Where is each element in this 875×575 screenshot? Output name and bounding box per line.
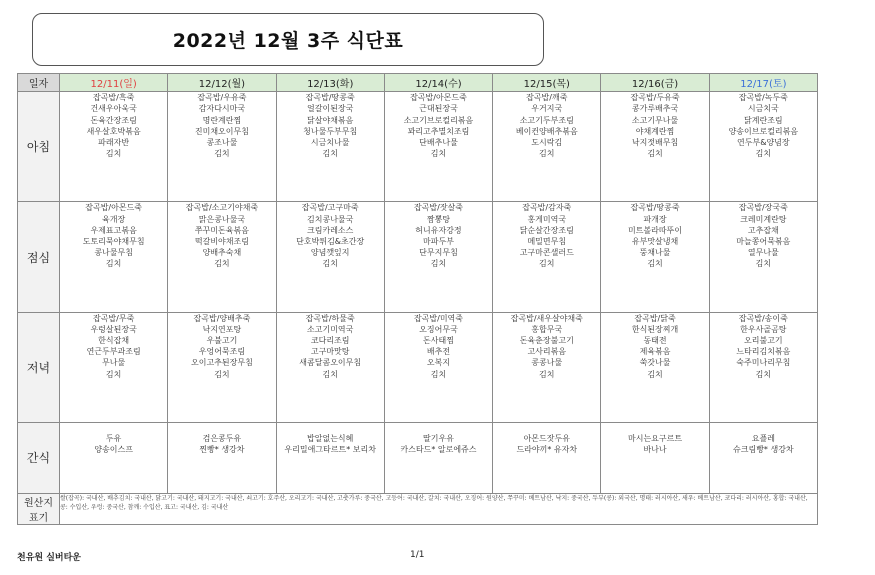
menu-item: 김치	[105, 369, 122, 379]
menu-item: 쭈꾸미돈육볶음	[194, 225, 249, 235]
menu-item: 숙주미나리무침	[736, 358, 791, 368]
menu-item: 오이고추된장무침	[191, 358, 253, 368]
menu-item: 고구마콘샐러드	[519, 248, 574, 258]
menu-item: 잡곡밥/소고기야채죽	[185, 203, 259, 213]
menu-item: 떡갈비야채조림	[194, 237, 249, 247]
menu-item: 잡곡밥/아몬드죽	[410, 93, 467, 103]
menu-item: 바나나	[643, 445, 667, 455]
menu-item: 얼갈이된장국	[307, 104, 354, 114]
menu-item: 고구마맛탕	[310, 347, 350, 357]
header-day: 12/13(화)	[276, 74, 384, 92]
menu-item: 오복지	[426, 358, 451, 368]
menu-item: 소고기무나물	[631, 115, 679, 125]
menu-cell	[168, 312, 276, 422]
menu-item: 홍합무국	[531, 324, 563, 334]
meal-row	[18, 312, 818, 422]
menu-item: 김치	[430, 259, 447, 269]
menu-cell	[384, 92, 492, 202]
menu-cell	[276, 92, 384, 202]
menu-item: 한식잡채	[98, 336, 130, 346]
menu-item: 김치	[322, 259, 338, 269]
menu-item: 김치	[755, 149, 772, 159]
menu-item: 김치	[647, 259, 663, 269]
menu-item: 파개장	[643, 214, 667, 224]
menu-item: 아몬드잣두유	[523, 433, 570, 443]
menu-item: 동태전	[643, 336, 667, 346]
menu-item: 잡곡밥/양배추죽	[193, 313, 251, 323]
page-title: 2022년 12월 3주 식단표	[172, 30, 404, 52]
menu-item: 닭살야채볶음	[307, 115, 354, 125]
menu-cell	[384, 312, 492, 422]
menu-item: 우리밀애그타르트* 보리차	[284, 445, 376, 455]
menu-item: 한우사골곰탕	[740, 324, 787, 334]
menu-cell	[276, 202, 384, 312]
origin-text: 쌀(잡곡): 국내산, 배추김치: 국내산, 닭고기: 국내산, 돼지고기: 국내산, 쇠고기: 호주산, 오리고기: 국내산, 고춧가루: 중국산, 고등어: 국내산, 갈치: 국내산, 오징어: 원양산, 쭈꾸미: 베트남산, 낙지: 중국산, 두부(콩): 외국산, 명태: 러시아산, 새우: 베트남산, 코다리: 러시아산, 홍합: 국내산, 콩: 수입산, 우렁: 중국산, 참깨: 수입산, 표고: 국내산, 김: 국내산	[60, 493, 818, 524]
menu-cell	[493, 422, 601, 493]
menu-item: 김치	[430, 369, 447, 379]
menu-item: 잡곡밥/아몬드죽	[85, 203, 143, 213]
menu-item: 우거지국	[531, 104, 563, 114]
menu-item: 청나물두부무침	[303, 126, 358, 136]
menu-item: 김치	[105, 259, 122, 269]
menu-item: 김치	[214, 369, 230, 379]
menu-item: 마늘쫑어묵볶음	[736, 237, 791, 247]
menu-item: 홍게미역국	[527, 214, 567, 224]
menu-item: 제육볶음	[639, 347, 671, 357]
menu-item: 건새우아욱국	[90, 104, 137, 114]
menu-item: 김치	[647, 369, 663, 379]
menu-item: 고추잡채	[747, 225, 779, 235]
menu-item: 도토리묵야채무침	[82, 237, 145, 247]
menu-item: 잡곡밥/미역죽	[413, 313, 464, 323]
menu-item: 소고기브로컬리볶음	[403, 115, 474, 125]
menu-cell	[276, 422, 384, 493]
header-day: 12/17(토)	[709, 74, 817, 92]
menu-cell	[493, 202, 601, 312]
menu-item: 김치	[214, 259, 230, 269]
meal-row	[18, 202, 818, 312]
menu-item: 야채계란찜	[635, 126, 675, 136]
menu-cell	[601, 422, 709, 493]
menu-cell	[168, 422, 276, 493]
menu-item: 새콤달콤오이무침	[299, 358, 362, 368]
menu-item: 돈사태찜	[423, 336, 454, 346]
menu-item: 잡곡밥/두유죽	[630, 93, 680, 103]
menu-item: 김치	[647, 149, 663, 159]
menu-item: 잡곡밥/땅콩죽	[630, 203, 680, 213]
menu-item: 콩콩나물	[531, 358, 563, 368]
menu-item: 낙지젓배무침	[631, 138, 679, 147]
menu-item: 양송이스프	[94, 445, 133, 455]
meal-row	[18, 92, 818, 202]
menu-item: 명란계란찜	[202, 115, 242, 125]
header-day: 12/15(목)	[493, 74, 601, 92]
menu-item: 우불고기	[206, 336, 238, 346]
menu-item: 잡곡밥/새우살야채죽	[510, 313, 583, 323]
menu-item: 잡곡밥/감자죽	[522, 203, 572, 213]
menu-item: 김치콩나물국	[307, 214, 354, 224]
menu-item: 잡곡밥/고구마죽	[301, 203, 359, 213]
menu-cell	[384, 422, 492, 493]
menu-item: 김치	[430, 149, 447, 159]
menu-item: 양송이브로컬리볶음	[728, 126, 799, 136]
footer-page-number: 1/1	[410, 550, 425, 560]
menu-table	[17, 73, 818, 525]
menu-item: 김치	[214, 149, 230, 159]
menu-item: 소고기두부조림	[519, 115, 574, 125]
menu-item: 잡곡밥/닭죽	[634, 313, 676, 323]
menu-item: 무나물	[102, 358, 126, 368]
menu-item: 잡곡밥/흑죽	[92, 93, 135, 103]
menu-item: 김치	[105, 149, 122, 159]
menu-item: 잡곡밥/녹두죽	[738, 93, 788, 103]
header-day: 12/11(일)	[60, 74, 168, 92]
menu-item: 검은콩두유	[202, 433, 242, 443]
menu-item: 도시락김	[531, 138, 563, 147]
menu-item: 잡곡밥/잣살죽	[413, 203, 464, 213]
menu-item: 콩나물무침	[94, 248, 133, 258]
menu-item: 열무나물	[747, 248, 779, 258]
menu-cell	[384, 202, 492, 312]
menu-item: 마시는요구르트	[627, 433, 683, 443]
menu-cell	[493, 312, 601, 422]
header-day: 12/14(수)	[384, 74, 492, 92]
menu-cell	[168, 92, 276, 202]
meal-row-label: 아침	[18, 92, 60, 202]
menu-item: 밥알없는식혜	[307, 433, 354, 443]
menu-item: 김치	[322, 369, 338, 379]
menu-item: 파래자반	[98, 138, 130, 147]
menu-item: 허니유자강정	[415, 225, 462, 235]
menu-item: 두유	[105, 433, 122, 443]
meal-row-label: 점심	[18, 202, 60, 312]
menu-item: 돈육간장조림	[90, 115, 137, 125]
menu-item: 코다리조림	[310, 336, 350, 346]
menu-item: 유부맛살냉채	[631, 237, 679, 247]
header-day: 12/16(금)	[601, 74, 709, 92]
menu-item: 김치	[322, 149, 338, 159]
footer-org: 천유원 실버타운	[17, 553, 81, 563]
menu-item: 낙지연포탕	[202, 324, 242, 334]
menu-cell	[60, 92, 168, 202]
menu-item: 잡곡밥/깨죽	[526, 93, 568, 103]
menu-item: 진미채오이무침	[194, 126, 249, 136]
header-row	[18, 74, 818, 92]
menu-item: 양념깻잎지	[310, 248, 350, 258]
menu-item: 고사리볶음	[527, 347, 567, 357]
menu-item: 닭계란조림	[744, 115, 783, 125]
menu-cell	[60, 422, 168, 493]
menu-item: 카스타드* 알로에쥬스	[400, 445, 477, 455]
meal-row-label: 간식	[18, 422, 60, 493]
menu-item: 김치	[539, 259, 555, 269]
menu-item: 잡곡밥/하물죽	[305, 313, 355, 323]
menu-cell	[60, 312, 168, 422]
menu-item: 베이컨양배추볶음	[515, 126, 578, 136]
menu-item: 단무지무침	[419, 248, 458, 258]
menu-cell	[493, 92, 601, 202]
meal-row-label: 저녁	[18, 312, 60, 422]
menu-item: 단호박튀김&초간장	[296, 237, 365, 247]
menu-item: 딸기우유	[423, 433, 454, 443]
menu-item: 찐빵* 생강차	[199, 445, 245, 455]
menu-item: 잡곡밥/송이죽	[738, 313, 788, 323]
menu-item: 새우살호박볶음	[86, 126, 141, 136]
menu-item: 뚱채나물	[639, 248, 671, 258]
menu-item: 양배추숙채	[202, 248, 242, 258]
menu-item: 우엉어묵조림	[198, 347, 246, 357]
menu-item: 돈육춘장불고기	[519, 336, 574, 346]
menu-item: 오징어무국	[419, 324, 458, 334]
menu-item: 연두부&양념장	[737, 138, 790, 147]
menu-cell	[709, 312, 817, 422]
menu-item: 슈크림빵* 생강차	[733, 445, 794, 455]
menu-cell	[601, 312, 709, 422]
menu-item: 콩조나물	[206, 138, 238, 147]
menu-item: 시금치나물	[310, 138, 350, 147]
header-corner: 일자	[18, 74, 60, 92]
menu-item: 김치	[755, 369, 772, 379]
menu-item: 닭순살간장조림	[519, 225, 574, 235]
menu-cell	[601, 202, 709, 312]
menu-item: 근대된장국	[419, 104, 458, 114]
menu-item: 크레미계란탕	[740, 214, 787, 224]
menu-item: 크림카레소스	[307, 225, 354, 235]
menu-item: 우렁살된장국	[90, 324, 137, 334]
menu-item: 배추전	[426, 347, 451, 357]
menu-item: 꽈리고추멸치조림	[407, 126, 470, 136]
menu-cell	[276, 312, 384, 422]
menu-item: 느타리김치볶음	[736, 347, 791, 357]
header-day: 12/12(월)	[168, 74, 276, 92]
menu-item: 마파두부	[423, 237, 454, 247]
title-box	[32, 13, 544, 66]
menu-item: 김치	[755, 259, 772, 269]
menu-item: 짬뽕탕	[426, 214, 451, 224]
menu-item: 단배추나물	[419, 138, 458, 147]
menu-cell	[60, 202, 168, 312]
menu-item: 시금치국	[747, 104, 779, 114]
menu-item: 메밀면무침	[527, 237, 567, 247]
menu-item: 잡곡밥/우유죽	[197, 93, 247, 103]
menu-item: 맑은콩나물국	[198, 214, 246, 224]
menu-cell	[168, 202, 276, 312]
menu-cell	[709, 202, 817, 312]
menu-item: 잡곡밥/무죽	[92, 313, 135, 323]
menu-item: 잡곡밥/땅콩죽	[305, 93, 355, 103]
meal-row	[18, 422, 818, 493]
menu-item: 감자다시마국	[198, 104, 246, 114]
menu-cell	[601, 92, 709, 202]
menu-item: 육개장	[102, 214, 126, 224]
menu-item: 잡곡밥/장국죽	[738, 203, 788, 213]
menu-item: 콩가루배추국	[631, 104, 679, 114]
menu-cell	[709, 422, 817, 493]
menu-item: 우제표고볶음	[90, 225, 137, 235]
origin-row	[18, 493, 818, 524]
menu-item: 쑥갓나물	[639, 358, 671, 368]
menu-item: 연근두부과조림	[86, 347, 141, 357]
origin-label: 원산지 표기	[18, 493, 60, 524]
menu-item: 요플레	[751, 433, 775, 443]
menu-item: 한식된장찌개	[631, 324, 679, 334]
menu-item: 오리불고기	[744, 336, 783, 346]
menu-item: 김치	[539, 149, 555, 159]
menu-item: 소고기미역국	[307, 324, 354, 334]
menu-cell	[709, 92, 817, 202]
menu-item: 김치	[539, 369, 555, 379]
menu-item: 미트볼라따뚜이	[627, 225, 683, 235]
menu-item: 드라야끼* 유자차	[516, 445, 578, 455]
